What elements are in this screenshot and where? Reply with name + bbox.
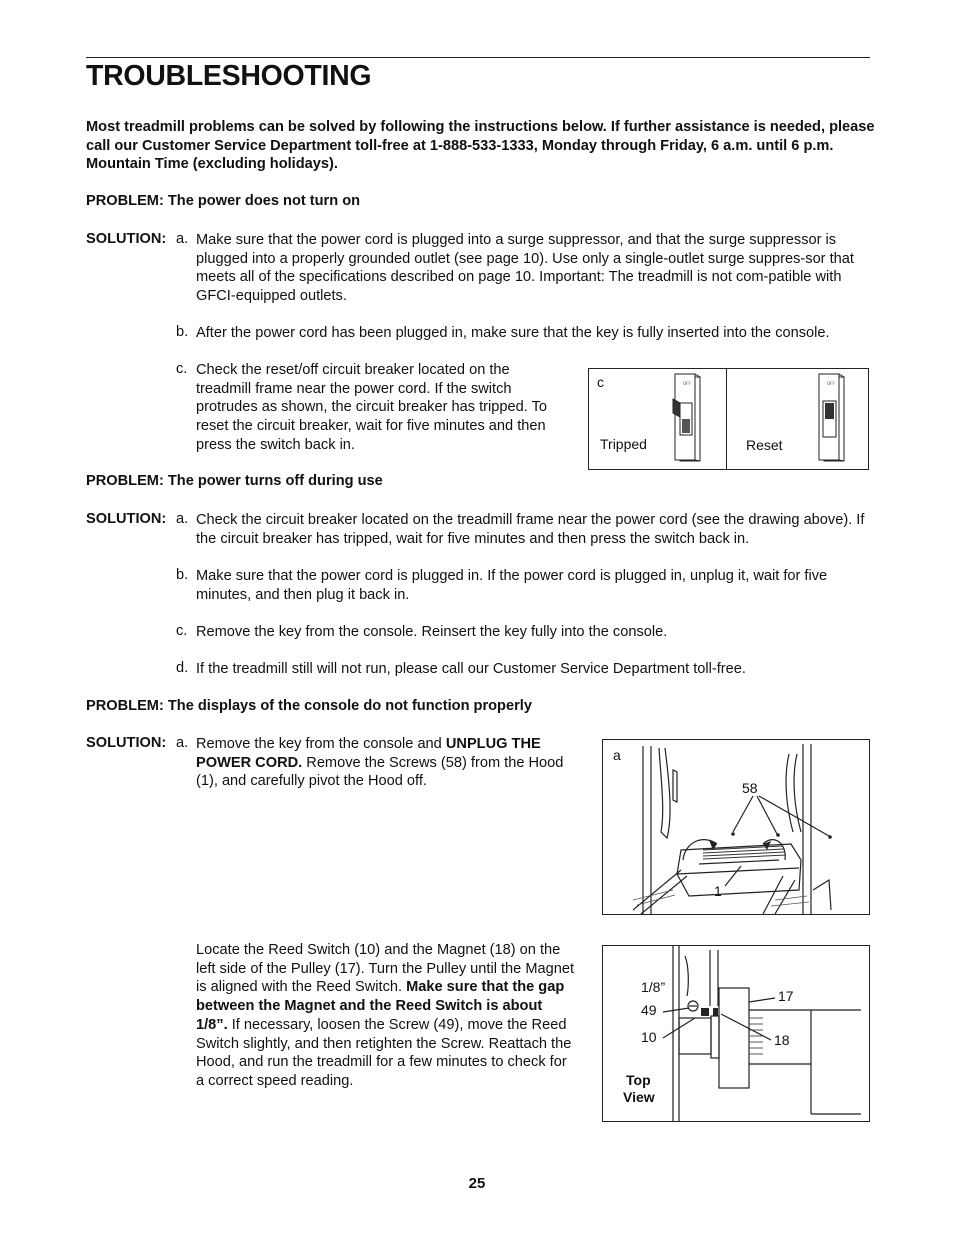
page-title: TROUBLESHOOTING — [86, 60, 372, 92]
tripped-switch-illustration — [671, 373, 707, 465]
tripped-label: Tripped — [600, 436, 647, 452]
p2-item-b-text: Make sure that the power cord is plugged in. If the power cord is plugged in, unplug it, wait for five minutes, and then plug it back in. — [196, 568, 828, 603]
p3-item-a-text-bold: UNPLUG THE POWER CORD. — [196, 736, 541, 771]
p1-item-a-letter: a. — [176, 231, 189, 247]
intro-paragraph: Most treadmill problems can be solved by following the instructions below. If further assistance is needed, please call our Customer Service Department toll-free at 1-888-533-1333, Monday through Friday, 6 a.m. until 6 p.m. Mountain Time (excluding holidays). — [86, 119, 875, 173]
p1-item-b-text: After the power cord has been plugged in, make sure that the key is fully inserted into the console. — [196, 325, 830, 341]
reed-switch-top-view-illustration — [603, 946, 869, 1121]
p3-item-a-letter: a. — [176, 735, 189, 751]
problem-3-solution-label: SOLUTION: — [86, 735, 167, 751]
p3-item-a-text-pre: Remove the key from the console and — [196, 736, 446, 752]
p2-item-c-letter: c. — [176, 623, 188, 639]
svg-text:OFF: OFF — [683, 381, 691, 386]
callout-screws-58: 58 — [742, 780, 758, 796]
header-rule — [86, 57, 870, 58]
figure-letter-a: a — [613, 747, 621, 763]
hood-removal-figure — [602, 739, 870, 915]
p2-item-d-text: If the treadmill still will not run, please call our Customer Service Department toll-free. — [196, 661, 746, 677]
problem-1-heading: PROBLEM: The power does not turn on — [86, 193, 361, 209]
top-view-label-line1: Top — [626, 1072, 651, 1088]
reset-switch-illustration — [815, 373, 851, 465]
svg-text:OFF: OFF — [827, 381, 835, 386]
p1-item-b-letter: b. — [176, 324, 189, 340]
p2-item-d-letter: d. — [176, 660, 189, 676]
p2-item-a-text: Check the circuit breaker located on the treadmill frame near the power cord (see the drawing above). If the circuit breaker has tripped, wait for five minutes and then press the switch back in. — [196, 512, 865, 547]
figure-letter-c: c — [597, 374, 604, 390]
top-view-label-line2: View — [623, 1089, 655, 1105]
p2-item-c-text: Remove the key from the console. Reinsert the key fully into the console. — [196, 624, 668, 640]
reed-text-post: If necessary, loosen the Screw (49), move the Reed Switch slightly, and then retighten the Screw. Reattach the Hood, and run the treadmill for a few minutes to check for a correct speed reading. — [196, 1016, 572, 1089]
treadmill-hood-illustration — [603, 740, 869, 914]
problem-2-solution-label: SOLUTION: — [86, 511, 167, 527]
callout-hood-1: 1 — [714, 883, 722, 899]
top-view-figure — [602, 945, 870, 1122]
reset-label: Reset — [746, 437, 783, 453]
p1-item-c-letter: c. — [176, 361, 188, 377]
reed-text-pre: Locate the Reed Switch (10) and the Magnet (18) on the left side of the Pulley (17). Turn the Pulley until the Magnet is aligned with the Reed Switch. — [196, 942, 575, 996]
p3-item-a-text — [196, 735, 576, 791]
p1-item-a-text: Make sure that the power cord is plugged into a surge suppressor, and that the surge suppressor is plugged into a properly grounded outlet (see page 10). Use only a single-outlet surge suppres-sor that meets all of the specifications described on page 10. Important: The treadmill is not com-patible with GFCI-equipped outlets. — [196, 232, 854, 305]
p2-item-b-letter: b. — [176, 567, 189, 583]
callout-17: 17 — [778, 988, 794, 1004]
reed-switch-paragraph — [196, 941, 576, 1091]
page-number: 25 — [468, 1175, 486, 1192]
callout-10: 10 — [641, 1029, 657, 1045]
p2-item-a-letter: a. — [176, 511, 189, 527]
callout-49: 49 — [641, 1002, 657, 1018]
reed-text-bold: Make sure that the gap between the Magnet and the Reed Switch is about 1/8”. — [196, 979, 565, 1033]
problem-1-solution-label: SOLUTION: — [86, 231, 167, 247]
circuit-breaker-figure — [588, 368, 869, 470]
callout-18: 18 — [774, 1032, 790, 1048]
p1-item-c-text: Check the reset/off circuit breaker located on the treadmill frame near the power cord. If the switch protrudes as shown, the circuit breaker has tripped. To reset the circuit breaker, wait for five minutes and then press the switch back in. — [196, 362, 547, 453]
callout-gap: 1/8” — [641, 979, 666, 995]
p3-item-a-text-post: Remove the Screws (58) from the Hood (1), and carefully pivot the Hood off. — [196, 754, 564, 790]
figure-divider — [726, 369, 727, 469]
problem-2-heading: PROBLEM: The power turns off during use — [86, 473, 383, 489]
problem-3-heading: PROBLEM: The displays of the console do not function properly — [86, 698, 532, 714]
